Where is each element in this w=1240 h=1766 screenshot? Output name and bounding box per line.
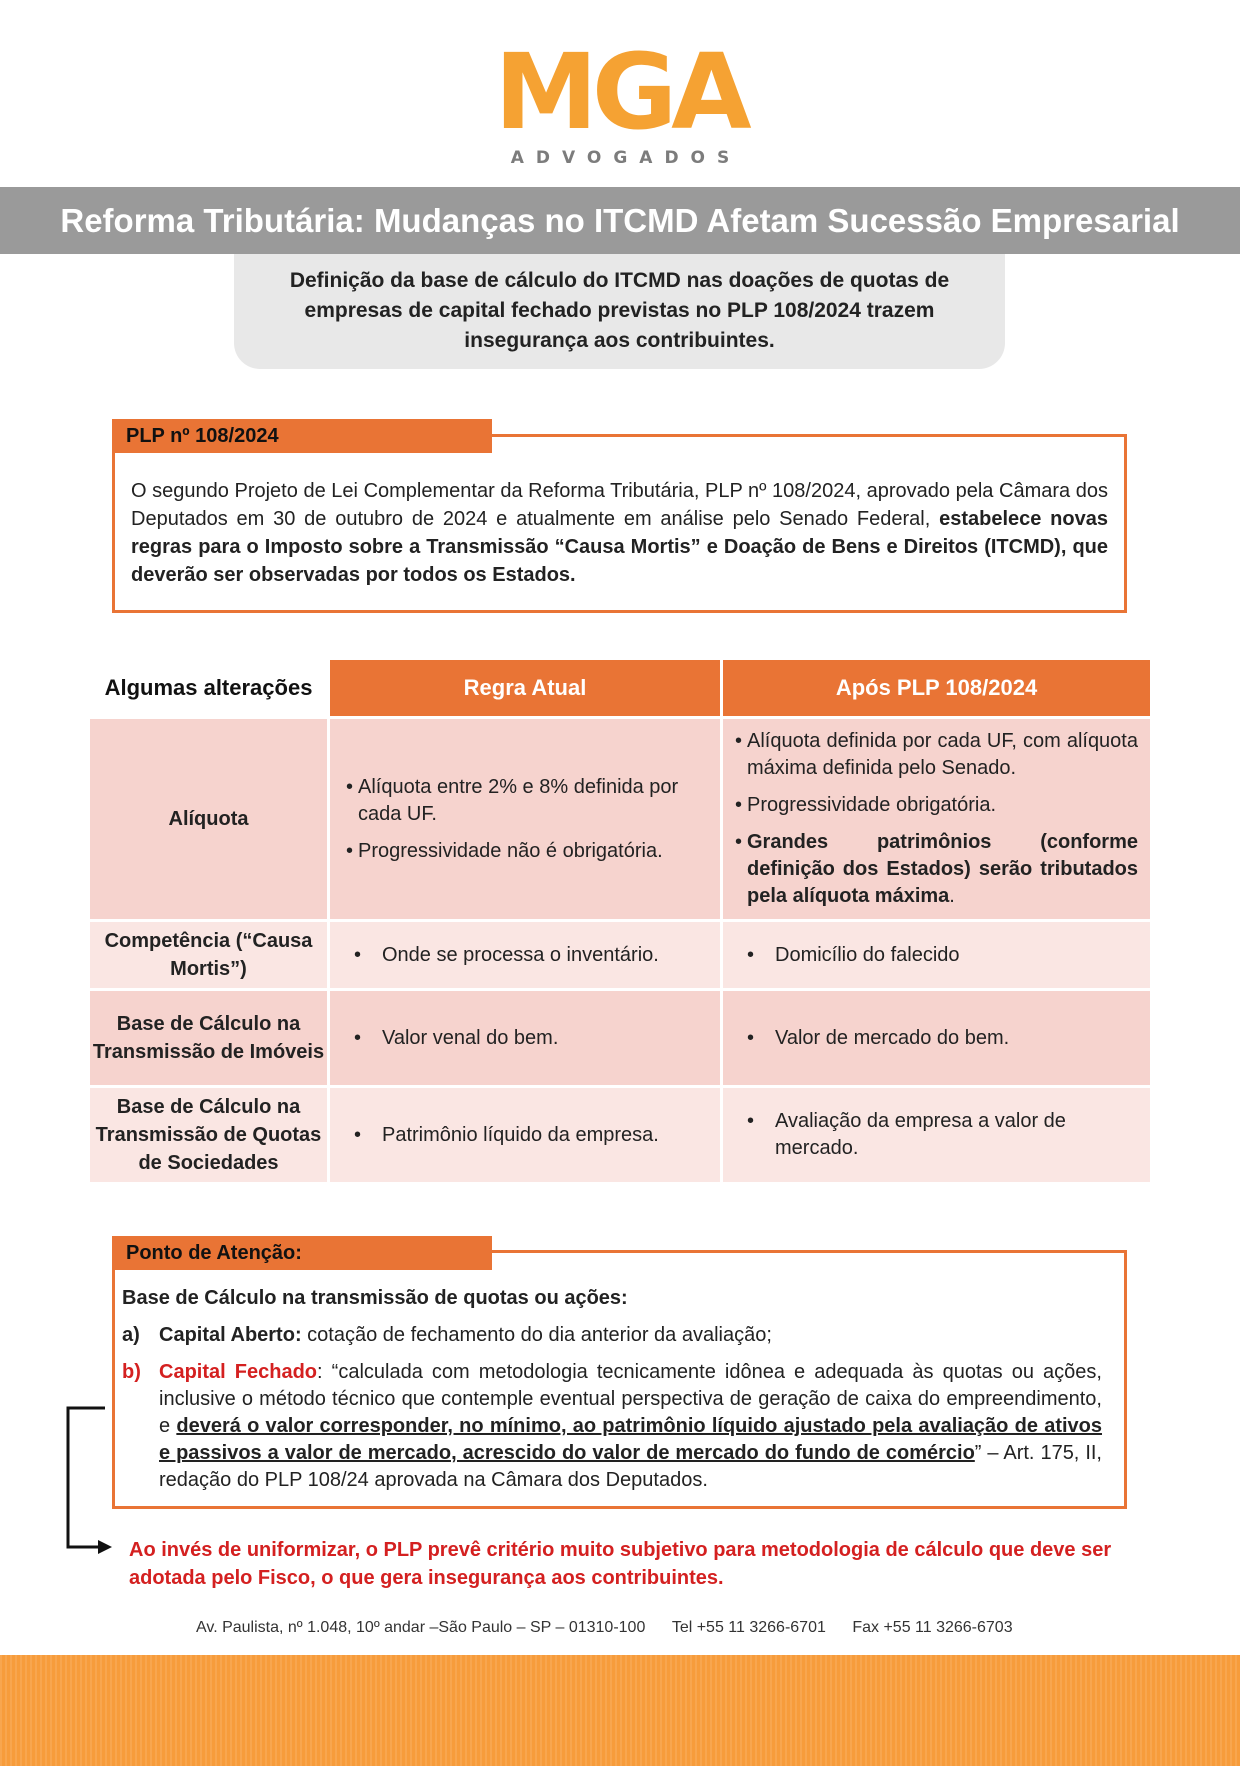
list-item bbox=[735, 829, 1138, 910]
cell-after bbox=[723, 991, 1150, 1085]
item-bold: Capital Aberto: bbox=[159, 1324, 302, 1346]
attention-intro: Base de Cálculo na transmissão de quotas ou ações: bbox=[122, 1287, 628, 1309]
comparison-table bbox=[87, 657, 1153, 1185]
bullet: • bbox=[354, 1123, 362, 1146]
bullet: • bbox=[354, 1026, 362, 1049]
header-after-plp: Após PLP 108/2024 bbox=[723, 660, 1150, 716]
item-underlined: deverá o valor corresponder, no mínimo, ao patrimônio líquido ajustado pela avaliação de ativos e passivos a valor de mercado, acrescido do valor de mercado do fundo de comércio bbox=[159, 1415, 1102, 1464]
list-item bbox=[342, 1122, 708, 1149]
plp-text bbox=[131, 477, 1108, 589]
item-text-end: . bbox=[949, 885, 955, 907]
item-text: Avaliação da empresa a valor de mercado. bbox=[775, 1110, 1066, 1159]
table-row bbox=[90, 719, 1150, 919]
row-label: Base de Cálculo na Transmissão de Imóveis bbox=[90, 991, 327, 1085]
footer-contact bbox=[196, 1619, 1196, 1637]
subtitle-line: insegurança aos contribuintes. bbox=[464, 329, 775, 352]
item-text: ” – Art. 175, II, redação do PLP 108/24 aprovada na Câmara dos Deputados. bbox=[159, 1442, 1102, 1491]
plp-box bbox=[112, 434, 1127, 613]
cell-after bbox=[723, 1088, 1150, 1182]
item-marker: a) bbox=[122, 1324, 140, 1346]
list-item bbox=[122, 1359, 1102, 1494]
plp-text-normal: O segundo Projeto de Lei Complementar da Reforma Tributária, PLP nº 108/2024, aprovado pela Câmara dos Deputados em 30 de outubro de 2024 e atualmente em análise pelo Senado Federal, bbox=[131, 480, 1108, 530]
list-item bbox=[735, 1025, 1138, 1052]
bullet: • bbox=[747, 943, 755, 966]
list-item bbox=[346, 838, 704, 865]
bracket-arrow-icon bbox=[60, 1400, 120, 1560]
item-text: cotação de fechamento do dia anterior da avaliação; bbox=[301, 1324, 772, 1346]
footer-fax: Fax +55 11 3266-6703 bbox=[852, 1619, 1013, 1636]
item-text-bold: Grandes patrimônios (conforme definição dos Estados) serão tributados pela alíquota máxima bbox=[747, 831, 1138, 907]
item-bold: Capital Fechado bbox=[159, 1361, 318, 1383]
item-text: Onde se processa o inventário. bbox=[382, 943, 659, 966]
plp-text-bold: estabelece novas regras para o Imposto sobre a Transmissão “Causa Mortis” e Doação de Bens e Direitos (ITCMD), que deverão ser observadas por todos os Estados. bbox=[131, 508, 1108, 586]
item-text: Alíquota definida por cada UF, com alíquota máxima definida pelo Senado. bbox=[747, 730, 1138, 779]
bullet: • bbox=[747, 1110, 755, 1132]
title-banner: Reforma Tributária: Mudanças no ITCMD Afetam Sucessão Empresarial bbox=[0, 187, 1240, 254]
item-text: Progressividade não é obrigatória. bbox=[358, 839, 663, 862]
list-item bbox=[342, 942, 708, 969]
attention-box bbox=[112, 1250, 1127, 1509]
plp-tab: PLP nº 108/2024 bbox=[112, 419, 492, 453]
footer-stripe bbox=[0, 1655, 1240, 1766]
header-current-rule: Regra Atual bbox=[330, 660, 720, 716]
item-marker: b) bbox=[122, 1361, 141, 1383]
subtitle-box bbox=[234, 254, 1005, 369]
bullet: • bbox=[354, 943, 362, 966]
bullet: • bbox=[346, 775, 354, 798]
bullet: • bbox=[735, 831, 743, 853]
list-item bbox=[122, 1322, 1102, 1349]
row-label: Competência (“Causa Mortis”) bbox=[90, 922, 327, 988]
item-text: : “calculada com metodologia tecnicamente idônea e adequada às quotas ou ações, inclusive o método técnico que contemple eventual perspectiva de geração de caixa do empreendimento, e bbox=[159, 1361, 1102, 1437]
header-changes: Algumas alterações bbox=[90, 660, 327, 716]
bullet: • bbox=[735, 794, 743, 816]
footer-tel: Tel +55 11 3266-6701 bbox=[671, 1619, 826, 1636]
list-item bbox=[735, 942, 1138, 969]
bullet: • bbox=[735, 730, 743, 752]
item-text: Alíquota entre 2% e 8% definida por cada UF. bbox=[358, 775, 679, 825]
list-item bbox=[735, 1108, 1138, 1162]
row-label: Base de Cálculo na Transmissão de Quotas de Sociedades bbox=[90, 1088, 327, 1182]
row-label: Alíquota bbox=[90, 719, 327, 919]
cell-after bbox=[723, 719, 1150, 919]
attention-content bbox=[122, 1285, 1102, 1494]
bullet: • bbox=[747, 1026, 755, 1049]
bullet: • bbox=[346, 839, 354, 862]
list-item bbox=[735, 728, 1138, 782]
table-row bbox=[90, 1088, 1150, 1182]
attention-tab-label: Ponto de Atenção: bbox=[126, 1242, 302, 1264]
list-item bbox=[342, 1025, 708, 1052]
table-row bbox=[90, 991, 1150, 1085]
attention-tab bbox=[112, 1236, 492, 1270]
cell-current bbox=[330, 991, 720, 1085]
conclusion-text: Ao invés de uniformizar, o PLP prevê critério muito subjetivo para metodologia de cálculo que deve ser adotada pelo Fisco, o que gera insegurança aos contribuintes. bbox=[129, 1539, 1112, 1589]
table-row bbox=[90, 922, 1150, 988]
logo-mark: MGA bbox=[494, 31, 746, 153]
cell-after bbox=[723, 922, 1150, 988]
company-logo bbox=[0, 31, 1240, 168]
logo-subtitle: ADVOGADOS bbox=[510, 148, 742, 168]
item-text: Valor venal do bem. bbox=[382, 1026, 559, 1049]
item-text: Patrimônio líquido da empresa. bbox=[382, 1123, 659, 1146]
cell-current bbox=[330, 922, 720, 988]
subtitle-line: empresas de capital fechado previstas no PLP 108/2024 trazem bbox=[304, 299, 935, 322]
table-header-row bbox=[90, 660, 1150, 716]
footer-address: Av. Paulista, nº 1.048, 10º andar –São Paulo – SP – 01310-100 bbox=[196, 1619, 646, 1636]
list-item bbox=[735, 792, 1138, 819]
item-text: Valor de mercado do bem. bbox=[775, 1026, 1010, 1049]
cell-current bbox=[330, 719, 720, 919]
cell-current bbox=[330, 1088, 720, 1182]
list-item bbox=[346, 774, 704, 828]
item-text: Domicílio do falecido bbox=[775, 943, 960, 966]
subtitle-line: Definição da base de cálculo do ITCMD nas doações de quotas de bbox=[289, 269, 950, 292]
item-text: Progressividade obrigatória. bbox=[747, 794, 997, 816]
